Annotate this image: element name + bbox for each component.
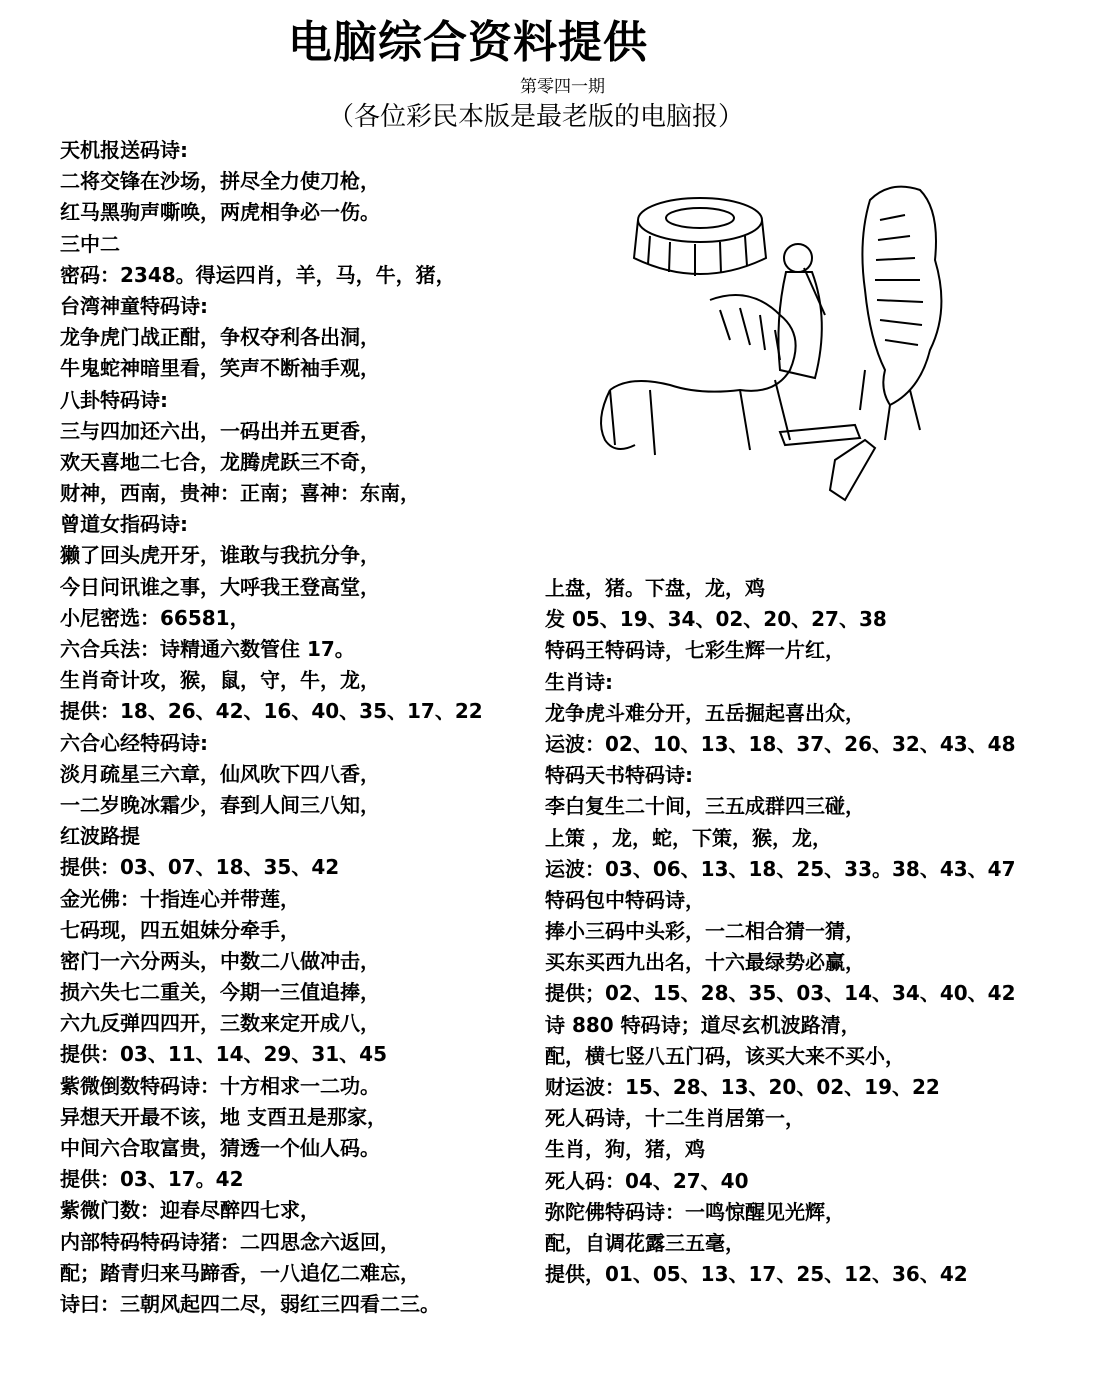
left-column-line: 内部特码特码诗猪：二四思念六返回，	[60, 1229, 400, 1254]
left-column-line: 红马黑驹声嘶唤，两虎相争必一伤。	[60, 200, 380, 225]
left-column-line: 六合心经特码诗:	[60, 730, 208, 755]
left-column-line: 一二岁晚冰霜少，春到人间三八知，	[60, 792, 380, 817]
left-column-line: 八卦特码诗:	[60, 387, 168, 412]
right-column-line: 运波：03、06、13、18、25、33。38、43、47	[545, 856, 1016, 881]
right-column-line: 生肖诗:	[545, 669, 613, 694]
left-column-line: 生肖奇计攻，猴，鼠，守，牛，龙，	[60, 668, 380, 693]
tiger-drawing	[860, 187, 941, 440]
page-subtitle: （各位彩民本版是最老版的电脑报）	[328, 102, 745, 132]
right-column-line: 运波：02、10、13、18、37、26、32、43、48	[545, 731, 1016, 756]
sage-figure-drawing	[778, 244, 825, 378]
left-column-line: 二将交锋在沙场，拼尽全力使刀枪，	[60, 169, 380, 194]
right-column-line: 死人码：04、27、40	[545, 1168, 749, 1193]
left-column-line: 龙争虎门战正酣，争权夺利各出洞，	[60, 325, 380, 350]
well-drawing	[634, 198, 766, 276]
right-column-line: 提供，01、05、13、17、25、12、36、42	[545, 1262, 968, 1287]
left-column-line: 损六失七二重关，今期一三值追捧，	[60, 980, 380, 1005]
left-column-line: 提供：03、11、14、29、31、45	[60, 1042, 387, 1067]
left-column-line: 七码现，四五姐妹分牵手，	[60, 917, 300, 942]
left-column-line: 红波路提	[60, 824, 140, 849]
right-column-line: 特码包中特码诗，	[545, 887, 705, 912]
right-column-line: 财运波：15、28、13、20、02、19、22	[545, 1075, 940, 1099]
left-column-line: 诗曰：三朝风起四二尽，弱红三四看二三。	[60, 1291, 440, 1316]
left-column-line: 紫微门数：迎春尽醉四七求，	[60, 1198, 320, 1223]
left-column-line: 欢天喜地二七合，龙腾虎跃三不奇，	[60, 449, 380, 474]
left-column-line: 密门一六分两头，中数二八做冲击，	[60, 948, 380, 973]
right-column-line: 死人码诗，十二生肖居第一，	[545, 1106, 805, 1131]
right-column-line: 发 05、19、34、02、20、27、38	[545, 607, 887, 632]
left-column-line: 獭了回头虎开牙，谁敢与我抗分争，	[60, 543, 380, 568]
left-column-line: 异想天开最不该，地 支酉丑是那家，	[60, 1104, 387, 1129]
issue-number: 第零四一期	[520, 77, 605, 97]
right-column-line: 龙争虎斗难分开，五岳掘起喜出众，	[545, 700, 865, 725]
left-column-line: 天机报送码诗:	[60, 138, 188, 162]
left-column-line: 三与四加还六出，一码出并五更香，	[60, 418, 380, 443]
right-column-line: 弥陀佛特码诗：一鸣惊醒见光辉，	[545, 1199, 845, 1224]
left-column-line: 曾道女指码诗:	[60, 512, 188, 537]
left-column	[60, 135, 560, 1320]
left-column-line: 财神，西南，贵神：正南；喜神：东南，	[60, 481, 420, 506]
left-column-line: 配；踏青归来马蹄香，一八追亿二难忘，	[60, 1260, 420, 1285]
left-column-line: 台湾神童特码诗:	[60, 293, 208, 318]
bamboo-scroll-drawing	[780, 425, 875, 500]
right-column-line: 李白复生二十间，三五成群四三碰，	[545, 794, 865, 819]
right-column-line: 提供；02、15、28、35、03、14、34、40、42	[545, 981, 1016, 1006]
right-column-line: 特码王特码诗，七彩生辉一片红，	[545, 638, 845, 663]
right-column-line: 诗 880 特码诗；道尽玄机波路清，	[545, 1012, 861, 1037]
left-column-line: 六九反弹四四开，三数来定开成八，	[60, 1011, 380, 1036]
left-column-line: 提供：03、17。42	[60, 1167, 244, 1192]
left-column-line: 金光佛：十指连心并带莲，	[60, 886, 300, 911]
lion-drawing	[601, 295, 796, 455]
right-column-line: 上盘，猪。下盘，龙，鸡	[545, 576, 765, 600]
left-column-line: 三中二	[60, 231, 120, 256]
right-column-line: 买东买西九出名，十六最绿势必赢，	[545, 950, 865, 975]
left-column-line: 六合兵法：诗精通六数管住 17。	[60, 637, 355, 661]
right-column-line: 上策 ，龙，蛇，下策，猴，龙，	[545, 825, 832, 850]
illustration-lion-tiger-well	[590, 140, 1010, 520]
left-column-line: 中间六合取富贵，猜透一个仙人码。	[60, 1136, 380, 1160]
left-column-line: 牛鬼蛇神暗里看，笑声不断袖手观，	[60, 356, 380, 381]
right-column-line: 配，横七竖八五门码，该买大来不买小，	[545, 1043, 905, 1068]
right-column	[545, 573, 1045, 1290]
left-column-line: 小尼密选：66581，	[60, 605, 250, 630]
right-column-line: 生肖，狗，猪，鸡	[545, 1137, 705, 1162]
left-column-line: 密码：2348。得运四肖，羊，马，牛，猪，	[60, 262, 456, 287]
left-column-line: 淡月疏星三六章，仙风吹下四八香，	[60, 761, 380, 786]
right-column-line: 特码天书特码诗:	[545, 763, 693, 788]
left-column-line: 今日问讯谁之事，大呼我王登高堂，	[60, 574, 380, 599]
left-column-line: 提供：03、07、18、35、42	[60, 855, 340, 880]
page-title: 电脑综合资料提供	[288, 17, 648, 68]
left-column-line: 提供：18、26、42、16、40、35、17、22	[60, 699, 483, 724]
right-column-line: 配，自调花露三五毫，	[545, 1230, 745, 1255]
left-column-line: 紫微倒数特码诗：十方相求一二功。	[60, 1073, 380, 1098]
right-column-line: 捧小三码中头彩，一二相合猜一猜，	[545, 919, 865, 944]
